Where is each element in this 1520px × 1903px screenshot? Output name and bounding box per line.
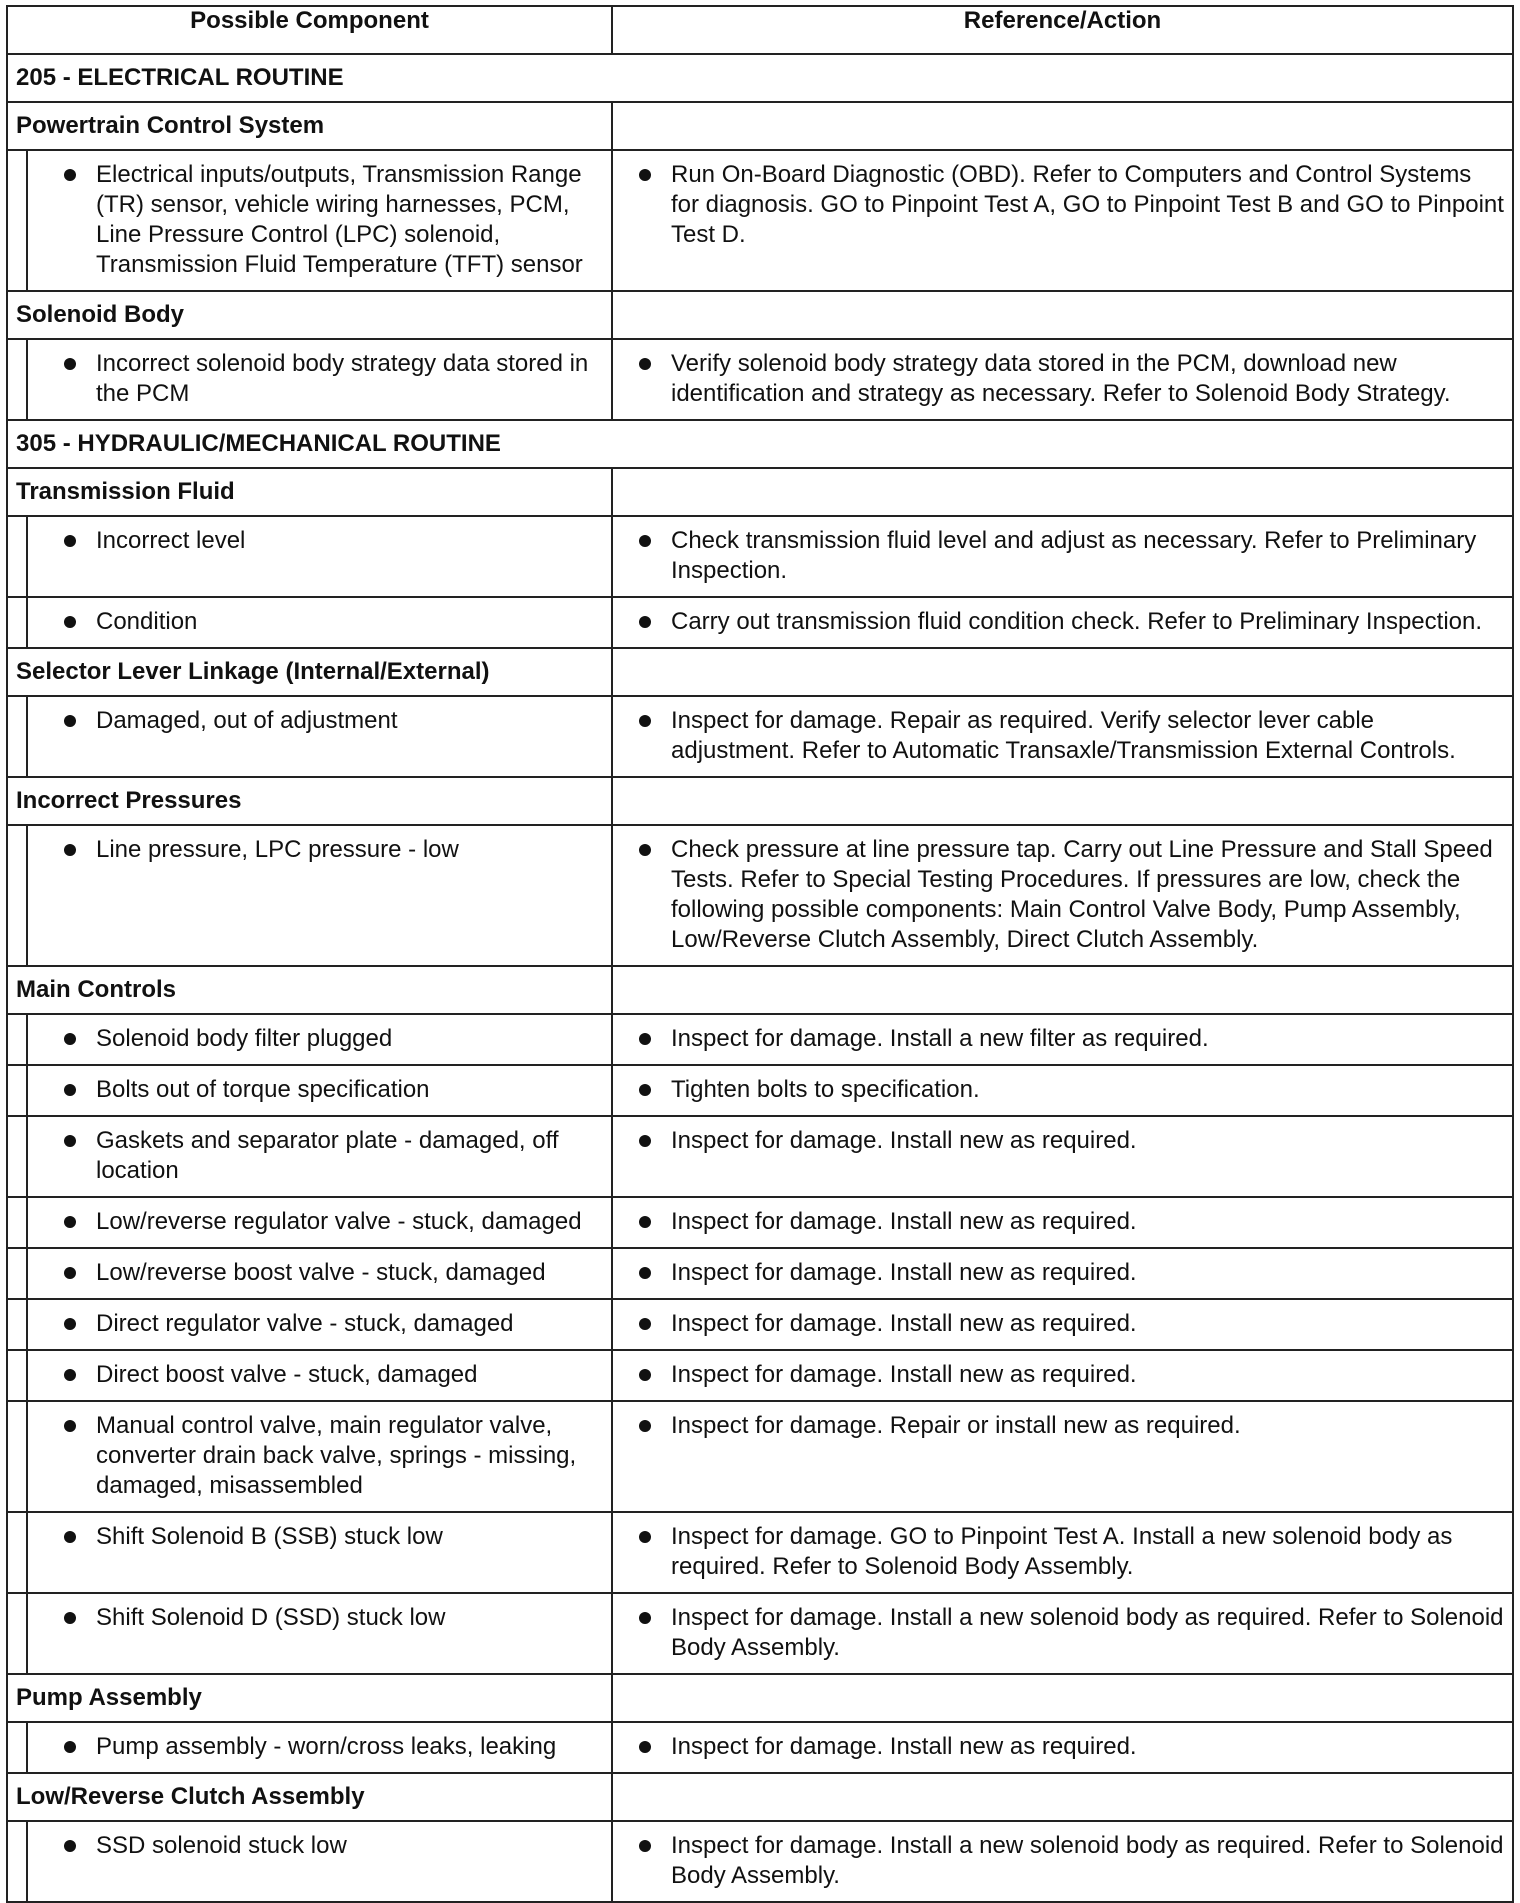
bullet-item	[613, 1594, 1512, 1673]
action-cell	[612, 597, 1513, 648]
component-cell	[27, 516, 612, 597]
bullet-item	[613, 697, 1512, 776]
indent-cell	[7, 597, 27, 648]
indent-cell	[7, 1065, 27, 1116]
component-text: Condition	[96, 608, 198, 635]
bullet-item	[28, 1513, 611, 1562]
bullet-item	[28, 1594, 611, 1643]
table-header-row	[7, 6, 1513, 54]
component-text: Bolts out of torque specification	[96, 1076, 430, 1103]
action-text: Inspect for damage. Install a new solenoid body as required. Refer to Solenoid Body Assembly.	[671, 1604, 1504, 1661]
category-row	[7, 1674, 1513, 1722]
indent-cell	[7, 150, 27, 291]
bullet-item	[613, 1198, 1512, 1247]
component-cell	[27, 1116, 612, 1197]
table-row	[7, 1065, 1513, 1116]
component-cell	[27, 150, 612, 291]
action-cell	[612, 1299, 1513, 1350]
bullet-item	[613, 1723, 1512, 1772]
category-title: Main Controls	[7, 966, 612, 1014]
indent-cell	[7, 1350, 27, 1401]
action-cell	[612, 1116, 1513, 1197]
action-text: Inspect for damage. Install new as required.	[671, 1310, 1137, 1337]
bullet-icon	[639, 535, 651, 547]
indent-cell	[7, 1512, 27, 1593]
bullet-item	[28, 1822, 611, 1871]
indent-cell	[7, 1593, 27, 1674]
component-text: Gaskets and separator plate - damaged, off location	[96, 1127, 559, 1184]
bullet-icon	[639, 1840, 651, 1852]
table-row	[7, 696, 1513, 777]
bullet-item	[28, 1351, 611, 1400]
component-text: Manual control valve, main regulator valve, converter drain back valve, springs - missing, damaged, misassembled	[96, 1412, 577, 1499]
component-cell	[27, 825, 612, 966]
component-cell	[27, 1593, 612, 1674]
table-row	[7, 1299, 1513, 1350]
indent-cell	[7, 339, 27, 420]
bullet-icon	[64, 1531, 76, 1543]
category-blank-cell	[612, 966, 1513, 1014]
category-row	[7, 1773, 1513, 1821]
bullet-icon	[64, 1033, 76, 1045]
category-title: Selector Lever Linkage (Internal/External)	[7, 648, 612, 696]
bullet-icon	[639, 1369, 651, 1381]
component-cell	[27, 1014, 612, 1065]
action-cell	[612, 339, 1513, 420]
table-row	[7, 339, 1513, 420]
component-text: Incorrect solenoid body strategy data stored in the PCM	[96, 350, 589, 407]
header-reference-action: Reference/Action	[612, 6, 1513, 54]
component-text: Line pressure, LPC pressure - low	[96, 836, 459, 863]
component-text: Pump assembly - worn/cross leaks, leaking	[96, 1733, 557, 1760]
bullet-icon	[639, 1267, 651, 1279]
bullet-icon	[639, 715, 651, 727]
table-row	[7, 150, 1513, 291]
bullet-item	[28, 151, 611, 290]
bullet-item	[28, 1117, 611, 1196]
bullet-icon	[639, 616, 651, 628]
indent-cell	[7, 1197, 27, 1248]
component-cell	[27, 597, 612, 648]
bullet-icon	[639, 1741, 651, 1753]
table-row	[7, 1197, 1513, 1248]
bullet-icon	[639, 358, 651, 370]
bullet-item	[613, 151, 1512, 260]
bullet-icon	[64, 616, 76, 628]
bullet-icon	[64, 1135, 76, 1147]
bullet-item	[28, 1066, 611, 1115]
table-row	[7, 1350, 1513, 1401]
bullet-item	[28, 697, 611, 746]
bullet-icon	[639, 1612, 651, 1624]
bullet-item	[613, 826, 1512, 965]
action-text: Inspect for damage. Install new as required.	[671, 1361, 1137, 1388]
indent-cell	[7, 825, 27, 966]
action-text: Inspect for damage. Install new as required.	[671, 1259, 1137, 1286]
action-cell	[612, 825, 1513, 966]
bullet-icon	[64, 1267, 76, 1279]
action-text: Inspect for damage. Repair as required. Verify selector lever cable adjustment. Refer to Automatic Transaxle/Transmission External Controls.	[671, 707, 1456, 764]
table-row	[7, 516, 1513, 597]
bullet-icon	[64, 1420, 76, 1432]
component-cell	[27, 1197, 612, 1248]
component-text: Direct regulator valve - stuck, damaged	[96, 1310, 514, 1337]
component-text: Incorrect level	[96, 527, 246, 554]
action-cell	[612, 1512, 1513, 1593]
category-blank-cell	[612, 648, 1513, 696]
component-cell	[27, 696, 612, 777]
component-text: Shift Solenoid B (SSB) stuck low	[96, 1523, 443, 1550]
action-cell	[612, 1593, 1513, 1674]
indent-cell	[7, 1248, 27, 1299]
bullet-icon	[639, 1420, 651, 1432]
bullet-item	[28, 1300, 611, 1349]
category-row	[7, 648, 1513, 696]
action-cell	[612, 1350, 1513, 1401]
action-cell	[612, 1821, 1513, 1902]
category-blank-cell	[612, 102, 1513, 150]
category-row	[7, 966, 1513, 1014]
component-text: Shift Solenoid D (SSD) stuck low	[96, 1604, 446, 1631]
category-title: Transmission Fluid	[7, 468, 612, 516]
bullet-item	[613, 1066, 1512, 1115]
category-blank-cell	[612, 1773, 1513, 1821]
bullet-icon	[64, 535, 76, 547]
indent-cell	[7, 696, 27, 777]
component-text: SSD solenoid stuck low	[96, 1832, 347, 1859]
component-text: Low/reverse regulator valve - stuck, damaged	[96, 1208, 582, 1235]
action-cell	[612, 1065, 1513, 1116]
bullet-item	[28, 1015, 611, 1064]
category-title: Incorrect Pressures	[7, 777, 612, 825]
bullet-item	[28, 1723, 611, 1772]
action-text: Check pressure at line pressure tap. Carry out Line Pressure and Stall Speed Tests. Refer to Special Testing Procedures. If pressures are low, check the following possible components: Main Control Valve Body, Pump Assembly, Low/Reverse Clutch Assembly, Direct Clutch Assembly.	[671, 836, 1493, 953]
action-text: Inspect for damage. Install a new solenoid body as required. Refer to Solenoid Body Assembly.	[671, 1832, 1504, 1889]
bullet-item	[613, 1117, 1512, 1166]
table-row	[7, 1014, 1513, 1065]
bullet-item	[613, 1513, 1512, 1592]
component-text: Solenoid body filter plugged	[96, 1025, 393, 1052]
bullet-item	[613, 1402, 1512, 1451]
action-text: Inspect for damage. Install new as required.	[671, 1733, 1137, 1760]
component-text: Damaged, out of adjustment	[96, 707, 398, 734]
category-blank-cell	[612, 468, 1513, 516]
section-title: 305 - HYDRAULIC/MECHANICAL ROUTINE	[7, 420, 1513, 468]
header-possible-component: Possible Component	[7, 6, 612, 54]
indent-cell	[7, 1299, 27, 1350]
component-cell	[27, 339, 612, 420]
action-cell	[612, 516, 1513, 597]
action-cell	[612, 696, 1513, 777]
bullet-icon	[64, 1369, 76, 1381]
bullet-icon	[639, 844, 651, 856]
bullet-item	[28, 826, 611, 875]
bullet-icon	[64, 1318, 76, 1330]
bullet-item	[613, 1300, 1512, 1349]
component-cell	[27, 1821, 612, 1902]
indent-cell	[7, 1014, 27, 1065]
bullet-icon	[64, 1216, 76, 1228]
bullet-item	[28, 517, 611, 566]
bullet-icon	[64, 1741, 76, 1753]
category-blank-cell	[612, 291, 1513, 339]
category-blank-cell	[612, 777, 1513, 825]
section-title: 205 - ELECTRICAL ROUTINE	[7, 54, 1513, 102]
action-text: Carry out transmission fluid condition check. Refer to Preliminary Inspection.	[671, 608, 1483, 635]
action-cell	[612, 1248, 1513, 1299]
bullet-icon	[639, 1318, 651, 1330]
diagnosis-table	[6, 5, 1514, 1903]
bullet-icon	[64, 1840, 76, 1852]
component-cell	[27, 1248, 612, 1299]
bullet-icon	[639, 1084, 651, 1096]
action-text: Run On-Board Diagnostic (OBD). Refer to Computers and Control Systems for diagnosis. GO to Pinpoint Test A, GO to Pinpoint Test B and GO to Pinpoint Test D.	[671, 161, 1504, 248]
table-row	[7, 1821, 1513, 1902]
indent-cell	[7, 1401, 27, 1512]
bullet-icon	[64, 715, 76, 727]
action-text: Inspect for damage. Install new as required.	[671, 1127, 1137, 1154]
component-text: Direct boost valve - stuck, damaged	[96, 1361, 478, 1388]
action-text: Inspect for damage. Repair or install new as required.	[671, 1412, 1241, 1439]
component-cell	[27, 1722, 612, 1773]
bullet-icon	[639, 1033, 651, 1045]
bullet-icon	[639, 1531, 651, 1543]
table-row	[7, 1401, 1513, 1512]
action-cell	[612, 1197, 1513, 1248]
bullet-icon	[64, 1084, 76, 1096]
action-text: Tighten bolts to specification.	[671, 1076, 980, 1103]
bullet-item	[28, 1402, 611, 1511]
component-cell	[27, 1512, 612, 1593]
table-row	[7, 1593, 1513, 1674]
bullet-item	[613, 1015, 1512, 1064]
bullet-item	[28, 598, 611, 647]
bullet-icon	[64, 169, 76, 181]
component-cell	[27, 1299, 612, 1350]
section-row	[7, 420, 1513, 468]
component-cell	[27, 1350, 612, 1401]
bullet-icon	[639, 1135, 651, 1147]
bullet-icon	[64, 358, 76, 370]
indent-cell	[7, 1722, 27, 1773]
bullet-item	[28, 340, 611, 419]
action-text: Verify solenoid body strategy data stored in the PCM, download new identification and strategy as necessary. Refer to Solenoid Body Strategy.	[671, 350, 1451, 407]
component-text: Low/reverse boost valve - stuck, damaged	[96, 1259, 546, 1286]
action-cell	[612, 1014, 1513, 1065]
indent-cell	[7, 516, 27, 597]
category-title: Solenoid Body	[7, 291, 612, 339]
section-row	[7, 54, 1513, 102]
indent-cell	[7, 1821, 27, 1902]
category-row	[7, 102, 1513, 150]
action-text: Check transmission fluid level and adjust as necessary. Refer to Preliminary Inspection.	[671, 527, 1477, 584]
category-title: Pump Assembly	[7, 1674, 612, 1722]
table-body	[7, 54, 1513, 1902]
action-cell	[612, 1722, 1513, 1773]
bullet-item	[613, 340, 1512, 419]
bullet-item	[28, 1198, 611, 1247]
table-row	[7, 1512, 1513, 1593]
table-row	[7, 1116, 1513, 1197]
action-text: Inspect for damage. GO to Pinpoint Test A. Install a new solenoid body as required. Refer to Solenoid Body Assembly.	[671, 1523, 1453, 1580]
category-row	[7, 291, 1513, 339]
category-row	[7, 777, 1513, 825]
indent-cell	[7, 1116, 27, 1197]
action-text: Inspect for damage. Install new as required.	[671, 1208, 1137, 1235]
bullet-item	[613, 1351, 1512, 1400]
action-text: Inspect for damage. Install a new filter as required.	[671, 1025, 1209, 1052]
bullet-icon	[64, 1612, 76, 1624]
category-row	[7, 468, 1513, 516]
bullet-item	[613, 517, 1512, 596]
bullet-icon	[64, 844, 76, 856]
component-cell	[27, 1401, 612, 1512]
table-row	[7, 825, 1513, 966]
bullet-item	[613, 1249, 1512, 1298]
category-blank-cell	[612, 1674, 1513, 1722]
bullet-item	[613, 1822, 1512, 1901]
table-row	[7, 597, 1513, 648]
table-row	[7, 1722, 1513, 1773]
category-title: Low/Reverse Clutch Assembly	[7, 1773, 612, 1821]
action-cell	[612, 150, 1513, 291]
bullet-icon	[639, 1216, 651, 1228]
bullet-icon	[639, 169, 651, 181]
category-title: Powertrain Control System	[7, 102, 612, 150]
bullet-item	[28, 1249, 611, 1298]
bullet-item	[613, 598, 1512, 647]
component-cell	[27, 1065, 612, 1116]
component-text: Electrical inputs/outputs, Transmission Range (TR) sensor, vehicle wiring harnesses, PCM, Line Pressure Control (LPC) solenoid, Transmission Fluid Temperature (TFT) sensor	[96, 161, 583, 278]
table-row	[7, 1248, 1513, 1299]
action-cell	[612, 1401, 1513, 1512]
